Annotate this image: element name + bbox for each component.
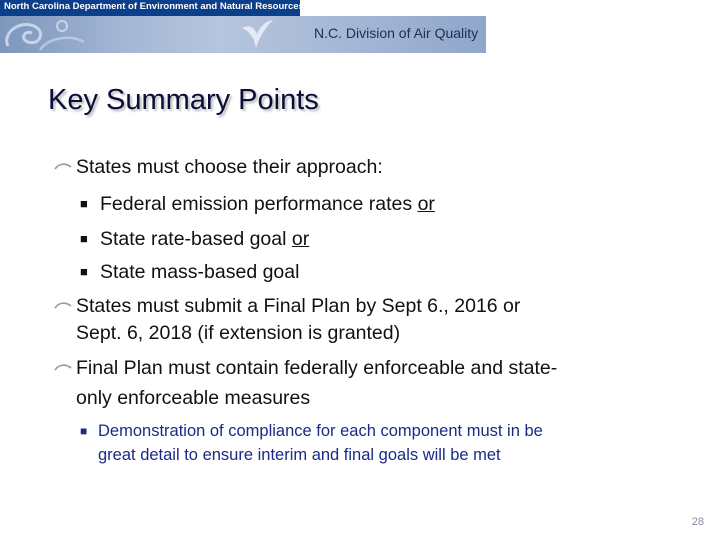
bullet-final-plan [76, 357, 557, 379]
bullet-swoosh-icon [54, 363, 72, 373]
or-emphasis: or [291, 228, 310, 250]
square-bullet-icon: ■ [80, 424, 88, 438]
bullet-swoosh-icon [54, 301, 72, 311]
bullet-swoosh-icon [54, 162, 72, 172]
bullet-approach [76, 156, 383, 178]
bullet-submit-plan [76, 295, 520, 317]
bullet-text: Final Plan must contain federally enforceable and state- [76, 357, 558, 379]
sub-bullet-text: State mass-based goal [100, 261, 300, 283]
bullet-text: States must choose their approach: [76, 156, 383, 178]
sub-bullet-federal-rates [80, 193, 435, 215]
sub-bullet-demonstration [80, 420, 543, 442]
bullet-final-plan-cont: only enforceable measures [76, 387, 311, 409]
square-bullet-icon: ■ [80, 231, 88, 246]
sub-bullet-text: Demonstration of compliance for each component must in be [98, 422, 543, 440]
sub-bullet-state-mass [80, 261, 300, 283]
bullet-submit-plan-cont: Sept. 6, 2018 (if extension is granted) [76, 322, 401, 344]
slide-title: Key Summary Points [48, 84, 319, 116]
or-emphasis: or [417, 193, 435, 215]
sub-bullet-demonstration-cont: great detail to ensure interim and final goals will be met [98, 446, 501, 464]
page-number: 28 [691, 516, 704, 528]
bullet-text: States must submit a Final Plan by Sept 6., 2016 or [76, 295, 521, 317]
sub-bullet-text: Federal emission performance rates [100, 193, 418, 215]
sub-bullet-text: State rate-based goal [100, 228, 292, 250]
agency-name: North Carolina Department of Environment and Natural Resources [4, 1, 304, 12]
sub-bullet-state-rate [80, 228, 310, 250]
square-bullet-icon: ■ [80, 196, 88, 211]
division-name: N.C. Division of Air Quality [314, 25, 479, 41]
square-bullet-icon: ■ [80, 264, 88, 279]
